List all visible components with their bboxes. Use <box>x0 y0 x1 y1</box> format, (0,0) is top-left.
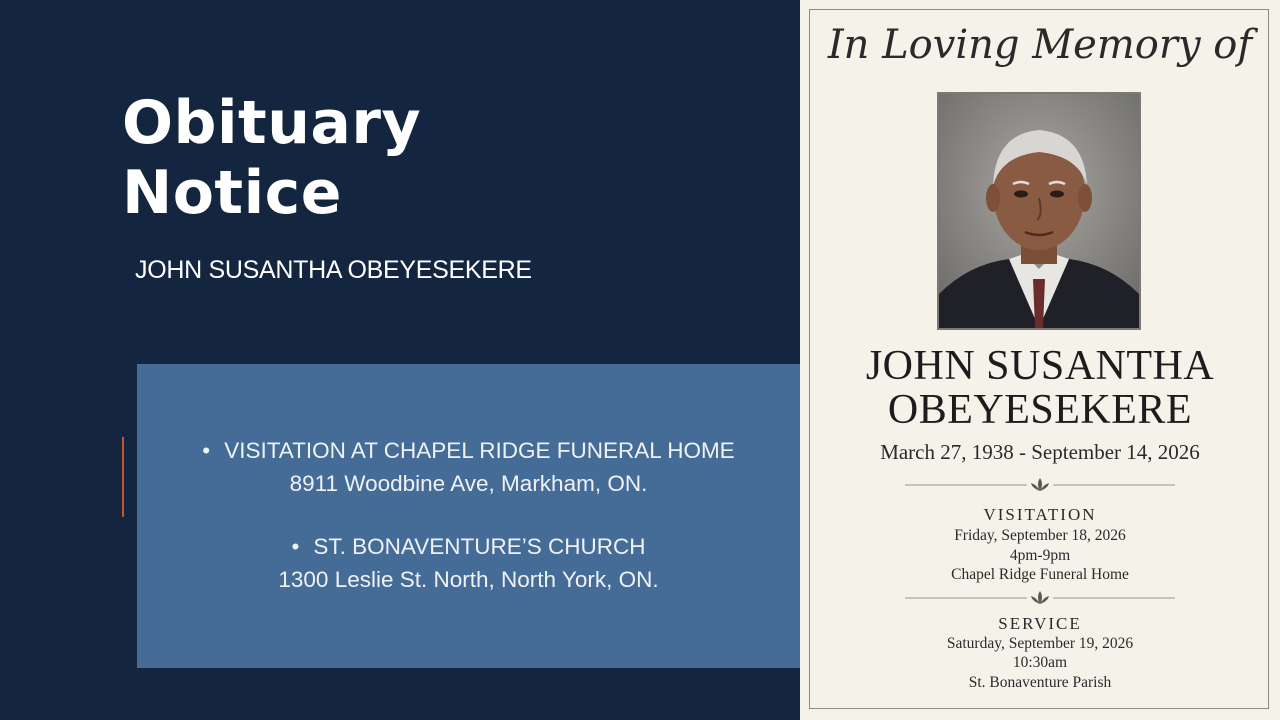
bullet: • <box>291 534 300 559</box>
accent-line <box>122 437 124 517</box>
info-item-address: 1300 Leslie St. North, North York, ON. <box>278 567 659 592</box>
info-heading-text: ST. BONAVENTURE’S CHURCH <box>313 534 646 559</box>
title-line-2: Notice <box>122 158 342 228</box>
info-item-heading <box>137 530 800 563</box>
card-name-line-2: OBEYESEKERE <box>887 387 1193 433</box>
info-box <box>137 364 800 668</box>
card-name-line-1: JOHN SUSANTHA <box>865 343 1215 389</box>
visitation-time: 4pm-9pm <box>1009 547 1071 564</box>
card-name <box>800 344 1280 432</box>
service-time: 10:30am <box>1012 654 1068 671</box>
service-place: St. Bonaventure Parish <box>968 674 1112 691</box>
memorial-card <box>800 0 1280 720</box>
visitation-date: Friday, September 18, 2026 <box>954 527 1126 544</box>
info-heading-text: VISITATION AT CHAPEL RIDGE FUNERAL HOME <box>224 438 735 463</box>
info-item-church <box>137 530 800 596</box>
slide-subtitle: JOHN SUSANTHA OBEYESEKERE <box>135 256 532 284</box>
visitation-heading: VISITATION <box>983 505 1097 524</box>
portrait-illustration <box>939 94 1139 328</box>
visitation-place: Chapel Ridge Funeral Home <box>951 566 1129 583</box>
portrait-photo <box>937 92 1141 330</box>
service-heading: SERVICE <box>998 614 1082 633</box>
info-item-visitation <box>137 434 800 500</box>
service-date: Saturday, September 19, 2026 <box>946 635 1134 652</box>
bullet: • <box>202 438 211 463</box>
card-dates: March 27, 1938 - September 14, 2026 <box>880 440 1200 464</box>
card-heading: In Loving Memory of <box>827 22 1253 68</box>
leaf-divider-icon <box>905 590 1175 606</box>
info-item-heading <box>137 434 800 467</box>
info-item-address: 8911 Woodbine Ave, Markham, ON. <box>289 471 648 496</box>
leaf-divider-icon <box>905 477 1175 493</box>
slide-title <box>122 88 421 228</box>
title-line-1: Obituary <box>122 88 422 158</box>
